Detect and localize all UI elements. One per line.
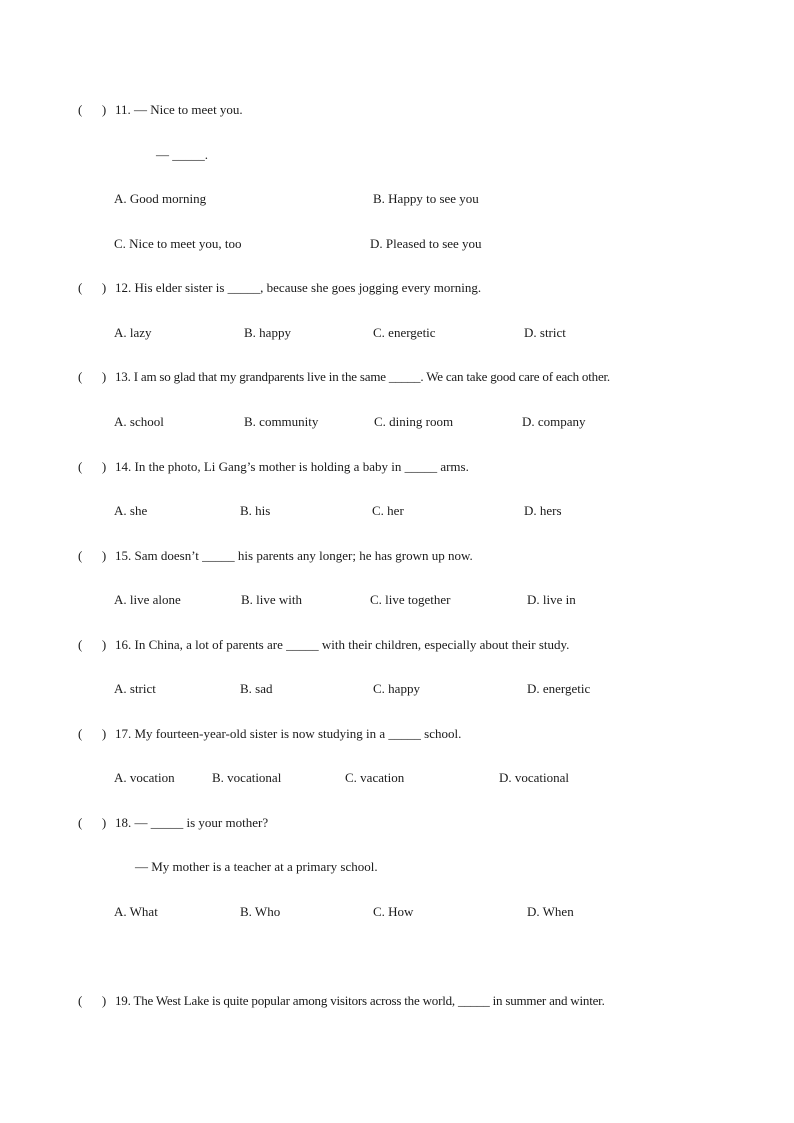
option-d[interactable]: D. Pleased to see you — [370, 236, 482, 251]
option-d[interactable]: D. hers — [524, 503, 562, 518]
option-a[interactable]: A. school — [114, 414, 164, 429]
option-a[interactable]: A. she — [114, 503, 148, 518]
answer-bracket[interactable]: ( ) — [78, 280, 107, 295]
option-d[interactable]: D. vocational — [499, 770, 570, 785]
option-b[interactable]: B. his — [240, 503, 271, 518]
question-stem: 15. Sam doesn’t _____ his parents any longer; he has grown up now. — [115, 548, 473, 563]
answer-bracket[interactable]: ( ) — [78, 637, 107, 652]
answer-bracket[interactable]: ( ) — [78, 726, 107, 741]
option-c[interactable]: C. happy — [373, 681, 420, 696]
option-c[interactable]: C. her — [372, 503, 404, 518]
question-stem: 14. In the photo, Li Gang’s mother is holding a baby in _____ arms. — [115, 459, 469, 474]
question-stem: 12. His elder sister is _____, because she goes jogging every morning. — [115, 280, 482, 295]
option-c[interactable]: C. energetic — [373, 325, 436, 340]
option-d[interactable]: D. energetic — [527, 681, 591, 696]
answer-bracket[interactable]: ( ) — [78, 815, 107, 830]
answer-bracket[interactable]: ( ) — [78, 102, 107, 117]
answer-bracket[interactable]: ( ) — [78, 459, 107, 474]
question-reply: — My mother is a teacher at a primary school. — [135, 859, 378, 874]
question-reply: — _____. — [156, 147, 208, 162]
answer-bracket[interactable]: ( ) — [78, 993, 107, 1008]
option-d[interactable]: D. company — [522, 414, 586, 429]
option-c[interactable]: C. Nice to meet you, too — [114, 236, 242, 251]
question-stem: 18. — _____ is your mother? — [115, 815, 269, 830]
option-a[interactable]: A. What — [114, 904, 158, 919]
question-stem: 17. My fourteen-year-old sister is now studying in a _____ school. — [115, 726, 462, 741]
option-a[interactable]: A. live alone — [114, 592, 181, 607]
option-a[interactable]: A. strict — [114, 681, 156, 696]
option-d[interactable]: D. When — [527, 904, 574, 919]
option-c[interactable]: C. How — [373, 904, 414, 919]
option-a[interactable]: A. vocation — [114, 770, 175, 785]
option-b[interactable]: B. community — [244, 414, 319, 429]
option-b[interactable]: B. vocational — [212, 770, 282, 785]
option-b[interactable]: B. sad — [240, 681, 273, 696]
option-b[interactable]: B. happy — [244, 325, 291, 340]
option-c[interactable]: C. dining room — [374, 414, 454, 429]
question-stem: 16. In China, a lot of parents are _____ with their children, especially about their study. — [115, 637, 570, 652]
answer-bracket[interactable]: ( ) — [78, 369, 107, 384]
question-stem: 19. The West Lake is quite popular among visitors across the world, _____ in summer and winter. — [115, 993, 605, 1008]
answer-bracket[interactable]: ( ) — [78, 548, 107, 563]
option-c[interactable]: C. vacation — [345, 770, 405, 785]
option-b[interactable]: B. Who — [240, 904, 281, 919]
option-c[interactable]: C. live together — [370, 592, 451, 607]
option-b[interactable]: B. live with — [241, 592, 303, 607]
option-a[interactable]: A. Good morning — [114, 191, 207, 206]
option-a[interactable]: A. lazy — [114, 325, 152, 340]
option-d[interactable]: D. strict — [524, 325, 566, 340]
question-stem: 13. I am so glad that my grandparents live in the same _____. We can take good care of each other. — [115, 369, 610, 384]
option-b[interactable]: B. Happy to see you — [373, 191, 479, 206]
option-d[interactable]: D. live in — [527, 592, 576, 607]
question-stem: 11. — Nice to meet you. — [115, 102, 243, 117]
